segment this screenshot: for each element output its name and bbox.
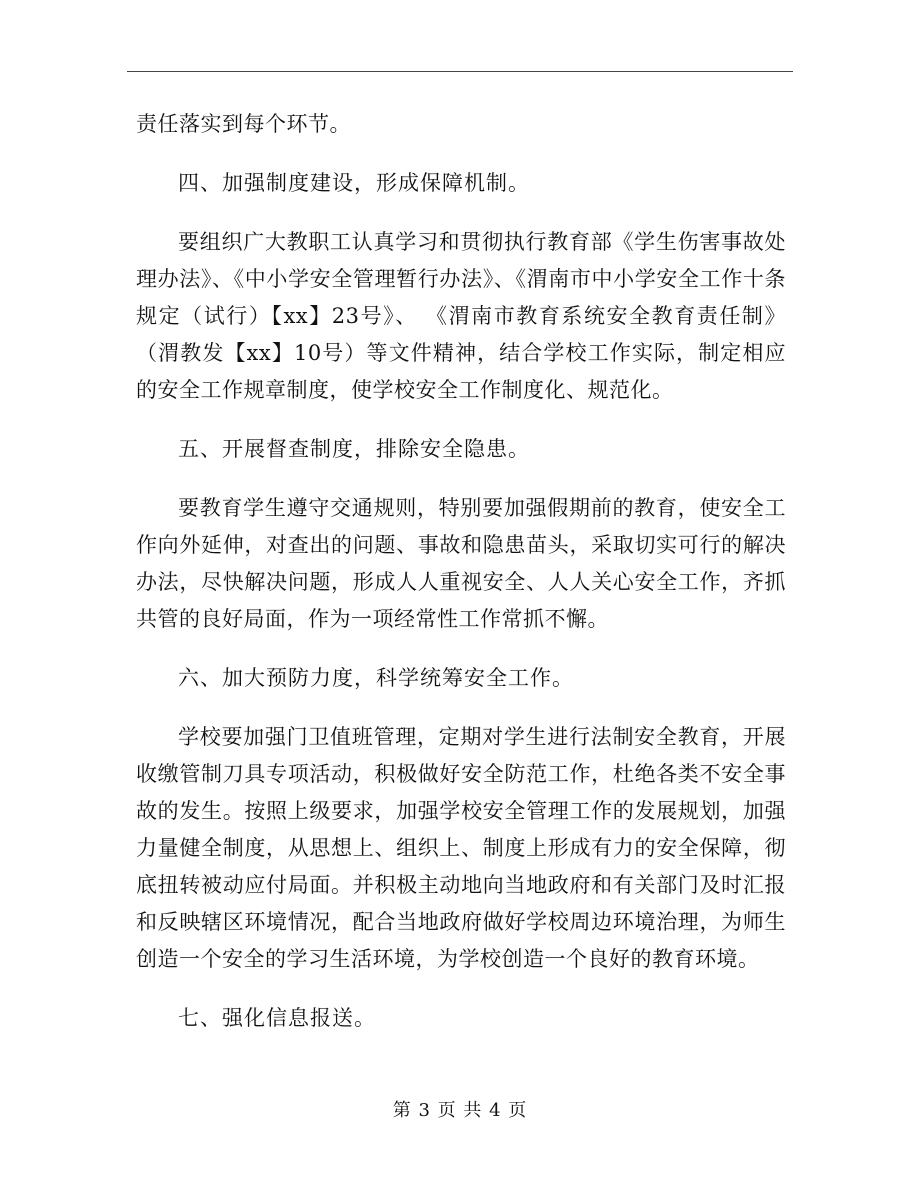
header-rule: [127, 71, 793, 72]
section-heading-six: 六、加大预防力度，科学统筹安全工作。: [178, 666, 574, 690]
section-heading-five: 五、开展督查制度，排除安全隐患。: [178, 437, 530, 461]
section-heading-four: 四、加强制度建设，形成保障机制。: [178, 171, 530, 195]
page-number: 第 3 页 共 4 页: [392, 1100, 528, 1121]
document-body: [136, 106, 786, 1059]
paragraph-continuation: 责任落实到每个环节。: [136, 112, 351, 136]
paragraph-regulations: 要组织广大教职工认真学习和贯彻执行教育部《学生伤害事故处理办法》、《中小学安全管理暂行办法》、《渭南市中小学安全工作十条规定（试行）【xx】23号》、 《渭南市教育系统安全教育责任制》（渭教发【xx】10号）等文件精神，结合学校工作实际，制定相应的安全工作规章制度，使学校安全工作制度化、规范化。: [136, 230, 786, 402]
paragraph-traffic-safety: 要教育学生遵守交通规则，特别要加强假期前的教育，使安全工作向外延伸，对查出的问题、事故和隐患苗头，采取切实可行的解决办法，尽快解决问题，形成人人重视安全、人人关心安全工作，齐抓共管的良好局面，作为一项经常性工作常抓不懈。: [136, 496, 786, 631]
section-heading-seven: 七、强化信息报送。: [178, 1006, 376, 1030]
paragraph-prevention: 学校要加强门卫值班管理，定期对学生进行法制安全教育，开展收缴管制刀具专项活动，积极做好安全防范工作，杜绝各类不安全事故的发生。按照上级要求，加强学校安全管理工作的发展规划，加强力量健全制度，从思想上、组织上、制度上形成有力的安全保障，彻底扭转被动应付局面。并积极主动地向当地政府和有关部门及时汇报和反映辖区环境情况，配合当地政府做好学校周边环境治理，为师生创造一个安全的学习生活环境，为学校创造一个良好的教育环境。: [136, 725, 786, 971]
